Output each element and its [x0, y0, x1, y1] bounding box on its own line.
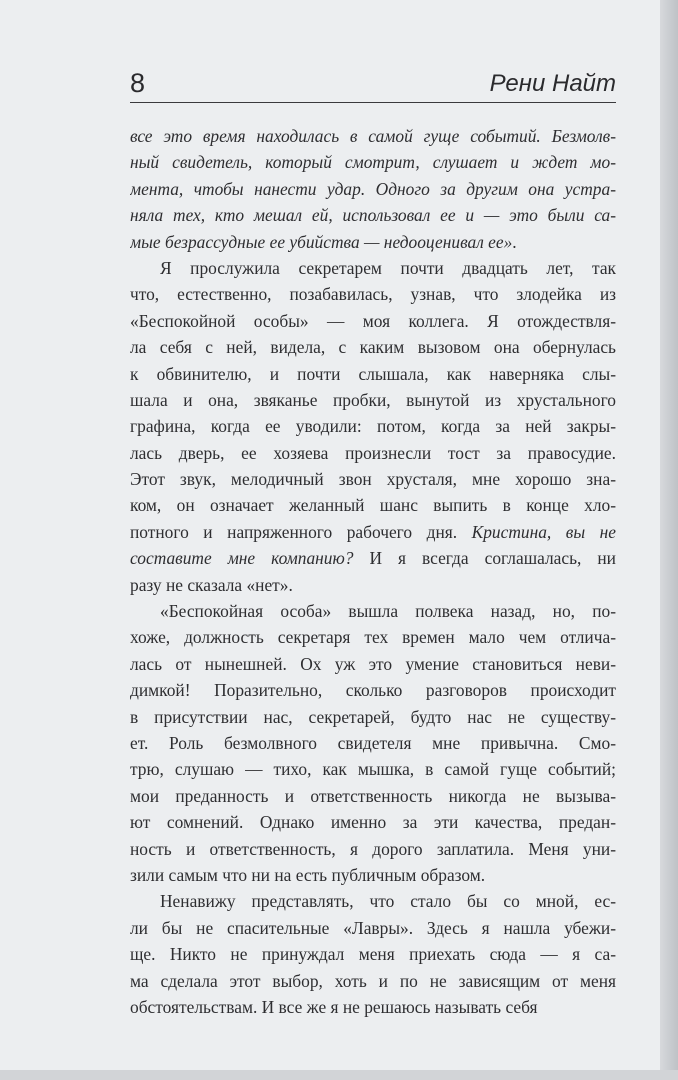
- text-line: [130, 387, 616, 413]
- text-segment: зили самым что ни на есть публичным образом.: [130, 864, 486, 885]
- text-segment: трю, слушаю — тихо, как мышка, в самой гуще событий;: [130, 759, 616, 780]
- italic-text: составите мне компанию?: [130, 548, 354, 569]
- header-rule: [130, 102, 616, 103]
- text-segment: лась от нынешней. Ох уж это умение становиться неви-: [130, 653, 616, 674]
- text-line: [130, 756, 616, 782]
- text-line: [130, 862, 616, 888]
- text-segment: .: [512, 231, 517, 252]
- text-line: [130, 809, 616, 835]
- text-segment: в присутствии нас, секретарей, будто нас не существу-: [130, 706, 616, 727]
- body-text: [130, 123, 616, 1020]
- text-segment: хоже, должность секретаря тех времен мало чем отлича-: [130, 627, 616, 648]
- text-line: [130, 281, 616, 307]
- text-line: [130, 361, 616, 387]
- italic-text: няла тех, кто мешал ей, использовал ее и — это были са-: [130, 205, 616, 226]
- text-line: [130, 413, 616, 439]
- text-segment: к обвинителю, и почти слышала, как наверняка слы-: [130, 363, 616, 384]
- italic-text: мые безрассудные ее убийства — недооценивал ее»: [130, 231, 513, 252]
- text-segment: ма сделала этот выбор, хоть и по не зависящим от меня: [130, 970, 616, 991]
- text-line: [130, 255, 616, 281]
- text-line: [130, 519, 616, 545]
- page-edge: [660, 0, 678, 1080]
- text-line: [130, 704, 616, 730]
- text-segment: димкой! Поразительно, сколько разговоров происходит: [130, 680, 616, 701]
- text-line: [130, 836, 616, 862]
- text-line: [130, 968, 616, 994]
- italic-text: Кристина, вы не: [471, 521, 616, 542]
- text-segment: И я всегда соглашалась, ни: [353, 548, 616, 569]
- text-segment: ет. Роль безмолвного свидетеля мне привычна. Смо-: [130, 732, 616, 753]
- text-line: [130, 123, 616, 149]
- text-line: [130, 149, 616, 175]
- paragraph: [130, 888, 616, 1020]
- text-line: [130, 545, 616, 571]
- text-line: [130, 783, 616, 809]
- text-segment: ют сомнений. Однако именно за эти качества, предан-: [130, 812, 616, 833]
- text-segment: ли бы не спасительные «Лавры». Здесь я нашла убежи-: [130, 917, 616, 938]
- text-line: [130, 492, 616, 518]
- text-segment: ще. Никто не принуждал меня приехать сюда — я са-: [130, 944, 616, 965]
- text-segment: ла себя с ней, видела, с каким вызовом она обернулась: [130, 337, 616, 358]
- text-line: [130, 466, 616, 492]
- text-segment: ность и ответственность, я дорого заплатила. Меня уни-: [130, 838, 616, 859]
- italic-text: все это время находилась в самой гуще событий. Безмолв-: [130, 126, 616, 146]
- text-segment: обстоятельствам. И все же я не решаюсь называть себя: [130, 996, 538, 1017]
- page-bottom-edge: [0, 1070, 678, 1080]
- running-head: [130, 62, 616, 102]
- text-segment: шала и она, звяканье пробки, вынутой из хрустального: [130, 389, 616, 410]
- text-segment: ком, он означает желанный шанс выпить в конце хло-: [130, 495, 616, 516]
- text-line: [130, 176, 616, 202]
- text-segment: Ненавижу представлять, что стало бы со мной, ес-: [160, 891, 616, 912]
- text-line: [130, 572, 616, 598]
- text-line: [130, 598, 616, 624]
- page-number: 8: [130, 68, 146, 98]
- text-segment: лась дверь, ее хозяева произнесли тост за правосудие.: [130, 442, 616, 463]
- text-line: [130, 334, 616, 360]
- text-segment: что, естественно, позабавилась, узнав, что злодейка из: [130, 284, 616, 305]
- paragraph: [130, 255, 616, 598]
- text-line: [130, 915, 616, 941]
- text-line: [130, 730, 616, 756]
- text-line: [130, 308, 616, 334]
- text-segment: «Беспокойная особа» вышла полвека назад, но, по-: [160, 601, 616, 622]
- paragraph: [130, 598, 616, 888]
- text-segment: разу не сказала «нет».: [130, 574, 293, 595]
- text-line: [130, 440, 616, 466]
- text-segment: «Беспокойной особы» — моя коллега. Я отождествля-: [130, 310, 616, 331]
- text-line: [130, 624, 616, 650]
- italic-text: ный свидетель, который смотрит, слушает и ждет мо-: [130, 152, 616, 173]
- text-line: [130, 229, 616, 255]
- text-segment: Этот звук, мелодичный звон хрусталя, мне хорошо зна-: [130, 469, 616, 490]
- text-line: [130, 677, 616, 703]
- text-segment: мои преданность и ответственность никогда не вызыва-: [130, 785, 616, 806]
- running-title: Рени Найт: [489, 70, 616, 97]
- text-segment: графина, когда ее уводили: потом, когда за ней закры-: [130, 416, 616, 437]
- text-line: [130, 994, 616, 1020]
- text-line: [130, 941, 616, 967]
- paragraph: [130, 123, 616, 255]
- text-segment: Я прослужила секретарем почти двадцать лет, так: [160, 257, 616, 278]
- italic-text: мента, чтобы нанести удар. Одного за другим она устра-: [130, 178, 616, 199]
- text-segment: потного и напряженного рабочего дня.: [130, 521, 472, 542]
- text-line: [130, 202, 616, 228]
- text-line: [130, 888, 616, 914]
- text-line: [130, 651, 616, 677]
